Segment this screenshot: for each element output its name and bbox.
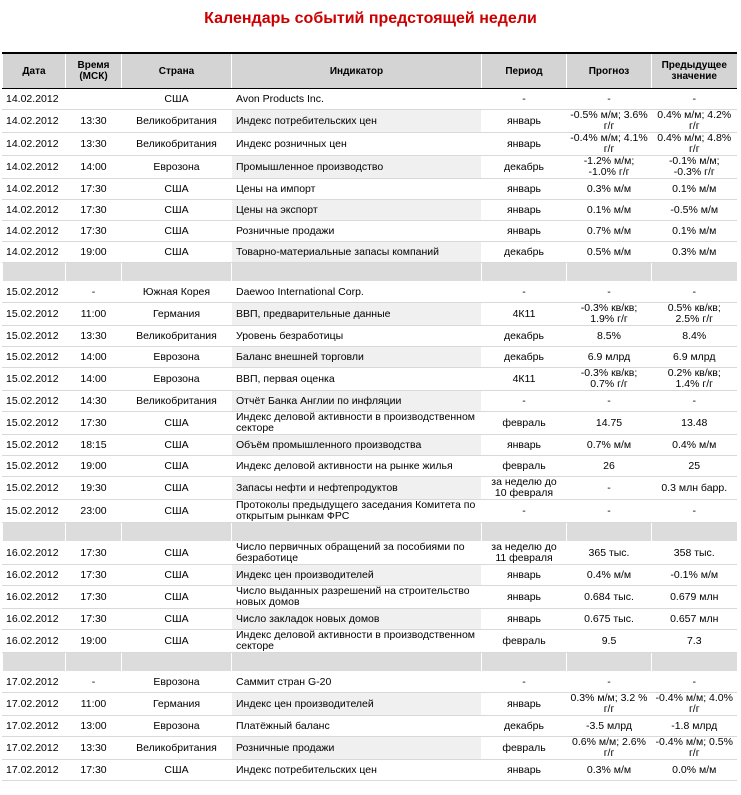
cell-date: 17.02.2012 [3, 716, 66, 737]
day-separator [3, 523, 737, 542]
cell-indicator: Протоколы предыдущего заседания Комитета по открытым рынкам ФРС [232, 500, 482, 523]
table-row [3, 672, 737, 693]
table-row [3, 179, 737, 200]
cell-date: 14.02.2012 [3, 156, 66, 179]
table-row [3, 303, 737, 326]
separator-cell [482, 263, 567, 282]
table-row [3, 586, 737, 609]
table-row [3, 391, 737, 412]
cell-period: январь [482, 110, 567, 133]
table-row [3, 500, 737, 523]
cell-indicator: ВВП, предварительные данные [232, 303, 482, 326]
day-separator [3, 263, 737, 282]
cell-country: США [122, 89, 232, 110]
cell-indicator: Индекс потребительских цен [232, 110, 482, 133]
header-country: Страна [122, 53, 232, 89]
cell-date: 15.02.2012 [3, 412, 66, 435]
cell-period: январь [482, 200, 567, 221]
header-period: Период [482, 53, 567, 89]
cell-time: 17:30 [66, 609, 122, 630]
cell-forecast: 26 [567, 456, 652, 477]
separator-cell [3, 653, 66, 672]
cell-time: - [66, 282, 122, 303]
cell-date: 15.02.2012 [3, 326, 66, 347]
cell-date: 16.02.2012 [3, 630, 66, 653]
cell-forecast: 0.3% м/м [567, 179, 652, 200]
separator-cell [232, 523, 482, 542]
cell-country: США [122, 242, 232, 263]
cell-previous: 6.9 млрд [652, 347, 737, 368]
cell-previous: -0.4% м/м; 0.5% г/г [652, 737, 737, 760]
separator-cell [122, 263, 232, 282]
cell-period: за неделю до 10 февраля [482, 477, 567, 500]
table-row [3, 693, 737, 716]
cell-previous: 0.679 млн [652, 586, 737, 609]
cell-indicator: Daewoo International Corp. [232, 282, 482, 303]
cell-country: Великобритания [122, 737, 232, 760]
cell-period: декабрь [482, 242, 567, 263]
cell-time: 14:00 [66, 156, 122, 179]
cell-indicator: Отчёт Банка Англии по инфляции [232, 391, 482, 412]
cell-forecast: 0.5% м/м [567, 242, 652, 263]
table-row [3, 89, 737, 110]
cell-forecast: -0.5% м/м; 3.6% г/г [567, 110, 652, 133]
cell-period: декабрь [482, 716, 567, 737]
cell-time: 23:00 [66, 500, 122, 523]
cell-previous: - [652, 672, 737, 693]
cell-country: Южная Корея [122, 282, 232, 303]
cell-date: 14.02.2012 [3, 200, 66, 221]
cell-date: 16.02.2012 [3, 586, 66, 609]
cell-indicator: Баланс внешней торговли [232, 347, 482, 368]
cell-country: США [122, 500, 232, 523]
cell-country: США [122, 435, 232, 456]
separator-cell [3, 263, 66, 282]
cell-forecast: -3.5 млрд [567, 716, 652, 737]
cell-time: 19:00 [66, 242, 122, 263]
table-row [3, 221, 737, 242]
cell-time: 13:30 [66, 110, 122, 133]
cell-forecast: 365 тыс. [567, 542, 652, 565]
cell-time: 11:00 [66, 693, 122, 716]
cell-country: США [122, 586, 232, 609]
cell-country: Еврозона [122, 716, 232, 737]
cell-previous: 0.657 млн [652, 609, 737, 630]
cell-date: 17.02.2012 [3, 672, 66, 693]
cell-time: 19:00 [66, 630, 122, 653]
cell-indicator: Платёжный баланс [232, 716, 482, 737]
cell-indicator: Объём промышленного производства [232, 435, 482, 456]
table-header-row [3, 53, 737, 89]
cell-time: 11:00 [66, 303, 122, 326]
header-forecast: Прогноз [567, 53, 652, 89]
cell-previous: 0.3 млн барр. [652, 477, 737, 500]
table-row [3, 456, 737, 477]
cell-date: 14.02.2012 [3, 179, 66, 200]
cell-time: 19:00 [66, 456, 122, 477]
cell-previous: - [652, 500, 737, 523]
cell-period: декабрь [482, 326, 567, 347]
cell-previous: 0.1% м/м [652, 221, 737, 242]
cell-period: январь [482, 435, 567, 456]
cell-time: 17:30 [66, 179, 122, 200]
cell-forecast: 0.7% м/м [567, 221, 652, 242]
cell-time: 17:30 [66, 542, 122, 565]
cell-country: США [122, 179, 232, 200]
cell-indicator: ВВП, первая оценка [232, 368, 482, 391]
cell-country: США [122, 477, 232, 500]
cell-forecast: 0.7% м/м [567, 435, 652, 456]
day-separator [3, 653, 737, 672]
table-row [3, 326, 737, 347]
cell-indicator: Число выданных разрешений на строительство новых домов [232, 586, 482, 609]
cell-forecast: 14.75 [567, 412, 652, 435]
table-row [3, 565, 737, 586]
cell-country: США [122, 200, 232, 221]
cell-indicator: Розничные продажи [232, 221, 482, 242]
cell-time: 13:30 [66, 737, 122, 760]
cell-period: февраль [482, 412, 567, 435]
cell-date: 14.02.2012 [3, 89, 66, 110]
table-row [3, 716, 737, 737]
cell-forecast: - [567, 89, 652, 110]
cell-forecast: -0.4% м/м; 4.1% г/г [567, 133, 652, 156]
cell-time: 14:30 [66, 391, 122, 412]
cell-time: 14:00 [66, 368, 122, 391]
cell-date: 16.02.2012 [3, 565, 66, 586]
cell-previous: 13.48 [652, 412, 737, 435]
cell-country: Германия [122, 303, 232, 326]
cell-previous: 7.3 [652, 630, 737, 653]
cell-period: январь [482, 609, 567, 630]
cell-previous: - [652, 89, 737, 110]
cell-date: 15.02.2012 [3, 368, 66, 391]
cell-time: 17:30 [66, 760, 122, 781]
cell-country: США [122, 565, 232, 586]
cell-period: январь [482, 586, 567, 609]
cell-previous: 0.4% м/м; 4.8% г/г [652, 133, 737, 156]
header-date: Дата [3, 53, 66, 89]
cell-period: январь [482, 693, 567, 716]
separator-cell [122, 653, 232, 672]
cell-date: 14.02.2012 [3, 110, 66, 133]
cell-country: Еврозона [122, 368, 232, 391]
cell-indicator: Уровень безработицы [232, 326, 482, 347]
cell-previous: 0.4% м/м [652, 435, 737, 456]
separator-cell [66, 263, 122, 282]
header-indicator: Индикатор [232, 53, 482, 89]
separator-cell [122, 523, 232, 542]
separator-cell [3, 523, 66, 542]
table-row [3, 242, 737, 263]
table-row [3, 200, 737, 221]
cell-forecast: - [567, 500, 652, 523]
cell-time: 14:00 [66, 347, 122, 368]
cell-period: 4К11 [482, 368, 567, 391]
cell-forecast: 0.675 тыс. [567, 609, 652, 630]
cell-time: 13:00 [66, 716, 122, 737]
cell-indicator: Товарно-материальные запасы компаний [232, 242, 482, 263]
cell-forecast: 8.5% [567, 326, 652, 347]
separator-cell [567, 523, 652, 542]
cell-indicator: Индекс цен производителей [232, 565, 482, 586]
cell-date: 16.02.2012 [3, 609, 66, 630]
cell-time: 13:30 [66, 133, 122, 156]
cell-forecast: 0.6% м/м; 2.6% г/г [567, 737, 652, 760]
cell-indicator: Саммит стран G-20 [232, 672, 482, 693]
cell-previous: 0.2% кв/кв; 1.4% г/г [652, 368, 737, 391]
cell-date: 16.02.2012 [3, 542, 66, 565]
separator-cell [652, 653, 737, 672]
cell-previous: - [652, 282, 737, 303]
cell-period: - [482, 500, 567, 523]
separator-cell [232, 653, 482, 672]
table-row [3, 282, 737, 303]
cell-period: - [482, 282, 567, 303]
cell-country: Германия [122, 693, 232, 716]
cell-date: 15.02.2012 [3, 477, 66, 500]
cell-date: 17.02.2012 [3, 760, 66, 781]
cell-indicator: Число закладок новых домов [232, 609, 482, 630]
cell-period: за неделю до 11 февраля [482, 542, 567, 565]
cell-time: 13:30 [66, 326, 122, 347]
cell-previous: -0.1% м/м; -0.3% г/г [652, 156, 737, 179]
cell-forecast: - [567, 672, 652, 693]
cell-period: - [482, 672, 567, 693]
cell-time: 19:30 [66, 477, 122, 500]
table-row [3, 435, 737, 456]
cell-previous: 25 [652, 456, 737, 477]
cell-period: январь [482, 133, 567, 156]
separator-cell [567, 653, 652, 672]
cell-time: 17:30 [66, 221, 122, 242]
table-row [3, 156, 737, 179]
cell-forecast: - [567, 391, 652, 412]
table-row [3, 542, 737, 565]
cell-indicator: Цены на импорт [232, 179, 482, 200]
cell-country: США [122, 542, 232, 565]
cell-previous: -0.5% м/м [652, 200, 737, 221]
separator-cell [482, 523, 567, 542]
table-row [3, 477, 737, 500]
cell-date: 15.02.2012 [3, 282, 66, 303]
cell-previous: 0.0% м/м [652, 760, 737, 781]
cell-period: январь [482, 179, 567, 200]
separator-cell [66, 523, 122, 542]
cell-date: 15.02.2012 [3, 500, 66, 523]
cell-country: Великобритания [122, 326, 232, 347]
cell-country: Еврозона [122, 347, 232, 368]
header-time: Время (МСК) [66, 53, 122, 89]
cell-date: 14.02.2012 [3, 221, 66, 242]
cell-forecast: -0.3% кв/кв; 1.9% г/г [567, 303, 652, 326]
cell-indicator: Промышленное производство [232, 156, 482, 179]
cell-period: январь [482, 760, 567, 781]
cell-previous: -1.8 млрд [652, 716, 737, 737]
cell-date: 15.02.2012 [3, 391, 66, 412]
cell-time: 17:30 [66, 565, 122, 586]
cell-time: 17:30 [66, 586, 122, 609]
separator-cell [652, 263, 737, 282]
cell-date: 15.02.2012 [3, 456, 66, 477]
cell-indicator: Индекс деловой активности на рынке жилья [232, 456, 482, 477]
cell-previous: 0.4% м/м; 4.2% г/г [652, 110, 737, 133]
cell-country: США [122, 456, 232, 477]
cell-previous: - [652, 391, 737, 412]
table-body [3, 89, 737, 781]
cell-period: февраль [482, 630, 567, 653]
cell-country: США [122, 630, 232, 653]
cell-period: декабрь [482, 347, 567, 368]
cell-country: Великобритания [122, 391, 232, 412]
table-row [3, 368, 737, 391]
cell-time: 17:30 [66, 200, 122, 221]
cell-date: 17.02.2012 [3, 693, 66, 716]
cell-indicator: Число первичных обращений за пособиями по безработице [232, 542, 482, 565]
header-previous: Предыдущее значение [652, 53, 737, 89]
cell-previous: 0.3% м/м [652, 242, 737, 263]
cell-country: Великобритания [122, 133, 232, 156]
separator-cell [66, 653, 122, 672]
cell-country: Великобритания [122, 110, 232, 133]
cell-indicator: Индекс цен производителей [232, 693, 482, 716]
table-row [3, 760, 737, 781]
cell-country: США [122, 412, 232, 435]
cell-indicator: Индекс деловой активности в производственном секторе [232, 630, 482, 653]
cell-previous: -0.4% м/м; 4.0% г/г [652, 693, 737, 716]
cell-period: февраль [482, 737, 567, 760]
separator-cell [652, 523, 737, 542]
cell-previous: 358 тыс. [652, 542, 737, 565]
cell-indicator: Индекс потребительских цен [232, 760, 482, 781]
separator-cell [482, 653, 567, 672]
cell-period: - [482, 89, 567, 110]
cell-date: 17.02.2012 [3, 737, 66, 760]
table-row [3, 630, 737, 653]
cell-forecast: 6.9 млрд [567, 347, 652, 368]
cell-forecast: - [567, 477, 652, 500]
cell-forecast: 0.3% м/м [567, 760, 652, 781]
table-row [3, 133, 737, 156]
cell-period: декабрь [482, 156, 567, 179]
separator-cell [232, 263, 482, 282]
cell-indicator: Индекс розничных цен [232, 133, 482, 156]
table-row [3, 110, 737, 133]
table-row [3, 347, 737, 368]
separator-cell [567, 263, 652, 282]
cell-date: 15.02.2012 [3, 303, 66, 326]
cell-period: - [482, 391, 567, 412]
cell-forecast: 0.684 тыс. [567, 586, 652, 609]
cell-forecast: -0.3% кв/кв; 0.7% г/г [567, 368, 652, 391]
cell-indicator: Розничные продажи [232, 737, 482, 760]
cell-time: 17:30 [66, 412, 122, 435]
cell-time: - [66, 672, 122, 693]
cell-previous: -0.1% м/м [652, 565, 737, 586]
cell-period: февраль [482, 456, 567, 477]
events-calendar-table [2, 52, 737, 781]
cell-country: Еврозона [122, 156, 232, 179]
cell-date: 14.02.2012 [3, 242, 66, 263]
cell-period: январь [482, 565, 567, 586]
cell-indicator: Запасы нефти и нефтепродуктов [232, 477, 482, 500]
cell-previous: 0.1% м/м [652, 179, 737, 200]
table-row [3, 737, 737, 760]
cell-period: январь [482, 221, 567, 242]
cell-previous: 8.4% [652, 326, 737, 347]
table-row [3, 609, 737, 630]
cell-forecast: - [567, 282, 652, 303]
cell-indicator: Индекс деловой активности в производственном секторе [232, 412, 482, 435]
table-row [3, 412, 737, 435]
cell-country: США [122, 221, 232, 242]
cell-date: 14.02.2012 [3, 133, 66, 156]
cell-forecast: 0.1% м/м [567, 200, 652, 221]
cell-country: США [122, 760, 232, 781]
cell-previous: 0.5% кв/кв; 2.5% г/г [652, 303, 737, 326]
cell-country: США [122, 609, 232, 630]
cell-time: 18:15 [66, 435, 122, 456]
cell-indicator: Avon Products Inc. [232, 89, 482, 110]
cell-forecast: 9.5 [567, 630, 652, 653]
cell-indicator: Цены на экспорт [232, 200, 482, 221]
page-title: Календарь событий предстоящей недели [204, 10, 537, 27]
cell-period: 4К11 [482, 303, 567, 326]
cell-country: Еврозона [122, 672, 232, 693]
cell-forecast: 0.4% м/м [567, 565, 652, 586]
cell-date: 15.02.2012 [3, 347, 66, 368]
cell-date: 15.02.2012 [3, 435, 66, 456]
cell-time [66, 89, 122, 110]
cell-forecast: -1.2% м/м; -1.0% г/г [567, 156, 652, 179]
cell-forecast: 0.3% м/м; 3.2 % г/г [567, 693, 652, 716]
